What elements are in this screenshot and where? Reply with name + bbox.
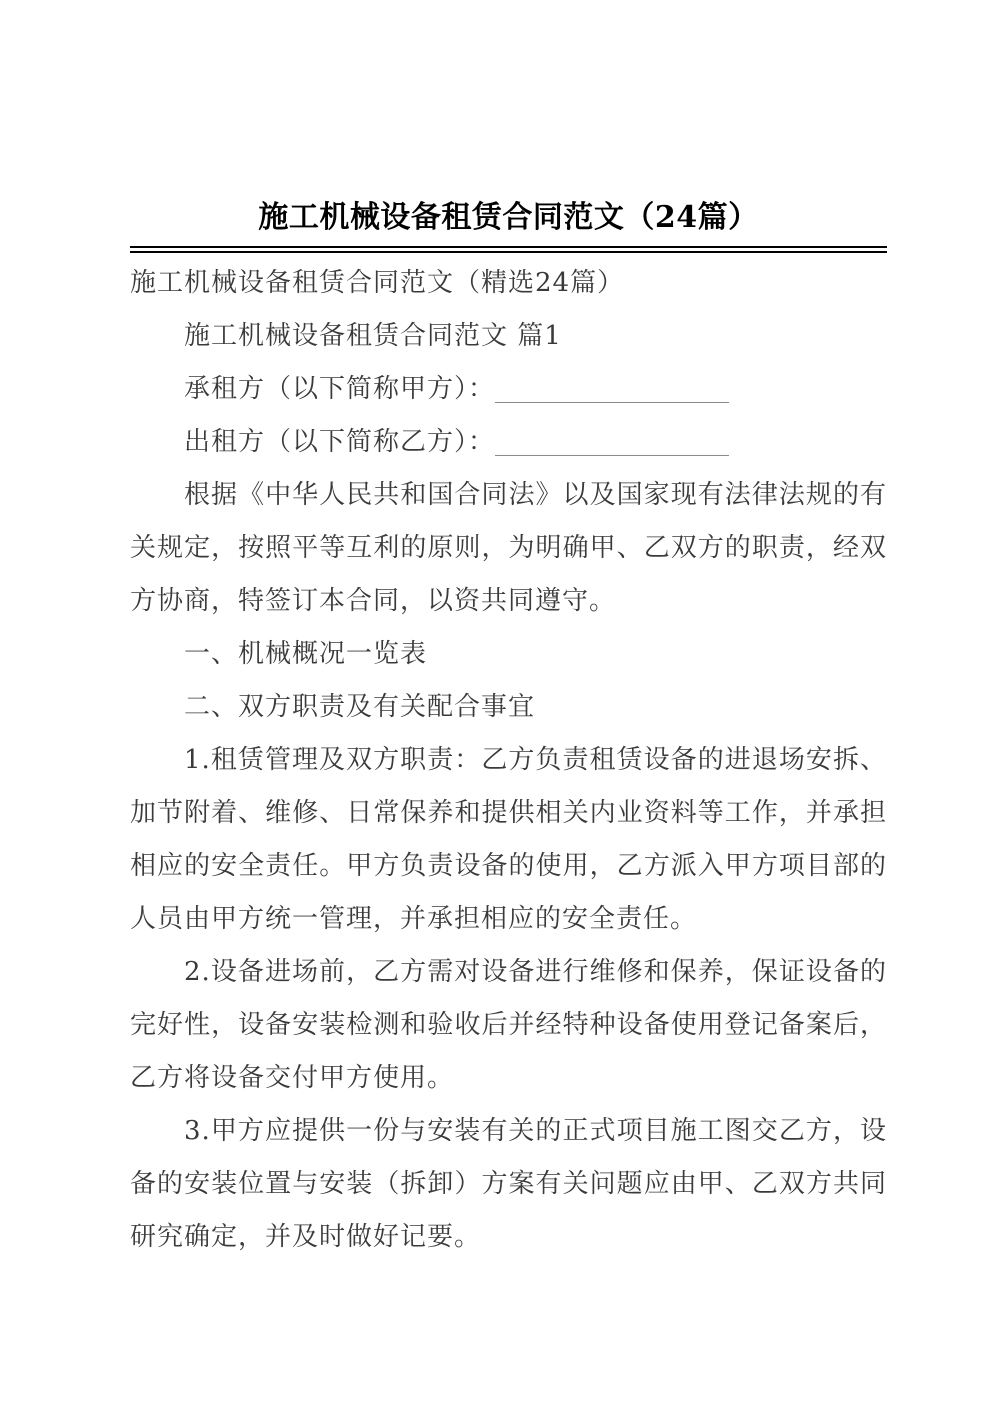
fill-in-blank-line: __________________: [495, 427, 730, 457]
document-line: [130, 946, 887, 999]
document-line: [130, 734, 887, 787]
document-line: [130, 999, 887, 1052]
document-line: [130, 681, 887, 734]
line-text: 备的安装位置与安装（拆卸）方案有关问题应由甲、乙双方共同: [130, 1169, 887, 1199]
document-line: [130, 469, 887, 522]
line-text: 施工机械设备租赁合同范文（精选24篇）: [130, 268, 625, 298]
line-text: 2.设备进场前，乙方需对设备进行维修和保养，保证设备的: [184, 957, 887, 987]
line-text: 研究确定，并及时做好记要。: [130, 1222, 482, 1252]
document-body: [130, 257, 887, 1264]
fill-in-blank-line: __________________: [495, 374, 730, 404]
document-line: [130, 1211, 887, 1264]
document-line: [130, 787, 887, 840]
document-line: [130, 363, 887, 416]
line-text: 施工机械设备租赁合同范文 篇1: [184, 321, 562, 351]
document-line: [130, 1158, 887, 1211]
line-text: 乙方将设备交付甲方使用。: [130, 1063, 455, 1093]
line-text: 承租方（以下简称甲方）：: [184, 374, 496, 404]
line-text: 加节附着、维修、日常保养和提供相关内业资料等工作，并承担: [130, 798, 887, 828]
document-line: [130, 1105, 887, 1158]
document-line: [130, 522, 887, 575]
document-line: [130, 840, 887, 893]
line-text: 相应的安全责任。甲方负责设备的使用，乙方派入甲方项目部的: [130, 851, 887, 881]
document-line: [130, 416, 887, 469]
line-text: 根据《中华人民共和国合同法》以及国家现有法律法规的有: [184, 480, 887, 510]
line-text: 一、机械概况一览表: [184, 639, 428, 669]
line-text: 1.租赁管理及双方职责：乙方负责租赁设备的进退场安拆、: [184, 745, 887, 775]
line-text: 3.甲方应提供一份与安装有关的正式项目施工图交乙方，设: [184, 1116, 887, 1146]
title-double-rule: [130, 246, 887, 253]
line-text: 出租方（以下简称乙方）：: [184, 427, 496, 457]
line-text: 方协商，特签订本合同，以资共同遵守。: [130, 586, 617, 616]
document-title: 施工机械设备租赁合同范文（24篇）: [258, 200, 759, 235]
line-text: 关规定，按照平等互利的原则，为明确甲、乙双方的职责，经双: [130, 533, 887, 563]
document-line: [130, 310, 887, 363]
document-line: [130, 628, 887, 681]
line-text: 人员由甲方统一管理，并承担相应的安全责任。: [130, 904, 698, 934]
document-line: [130, 893, 887, 946]
document-line: [130, 1052, 887, 1105]
line-text: 完好性，设备安装检测和验收后并经特种设备使用登记备案后，: [130, 1010, 887, 1040]
line-text: 二、双方职责及有关配合事宜: [184, 692, 536, 722]
document-line: [130, 575, 887, 628]
document-line: [130, 257, 887, 310]
